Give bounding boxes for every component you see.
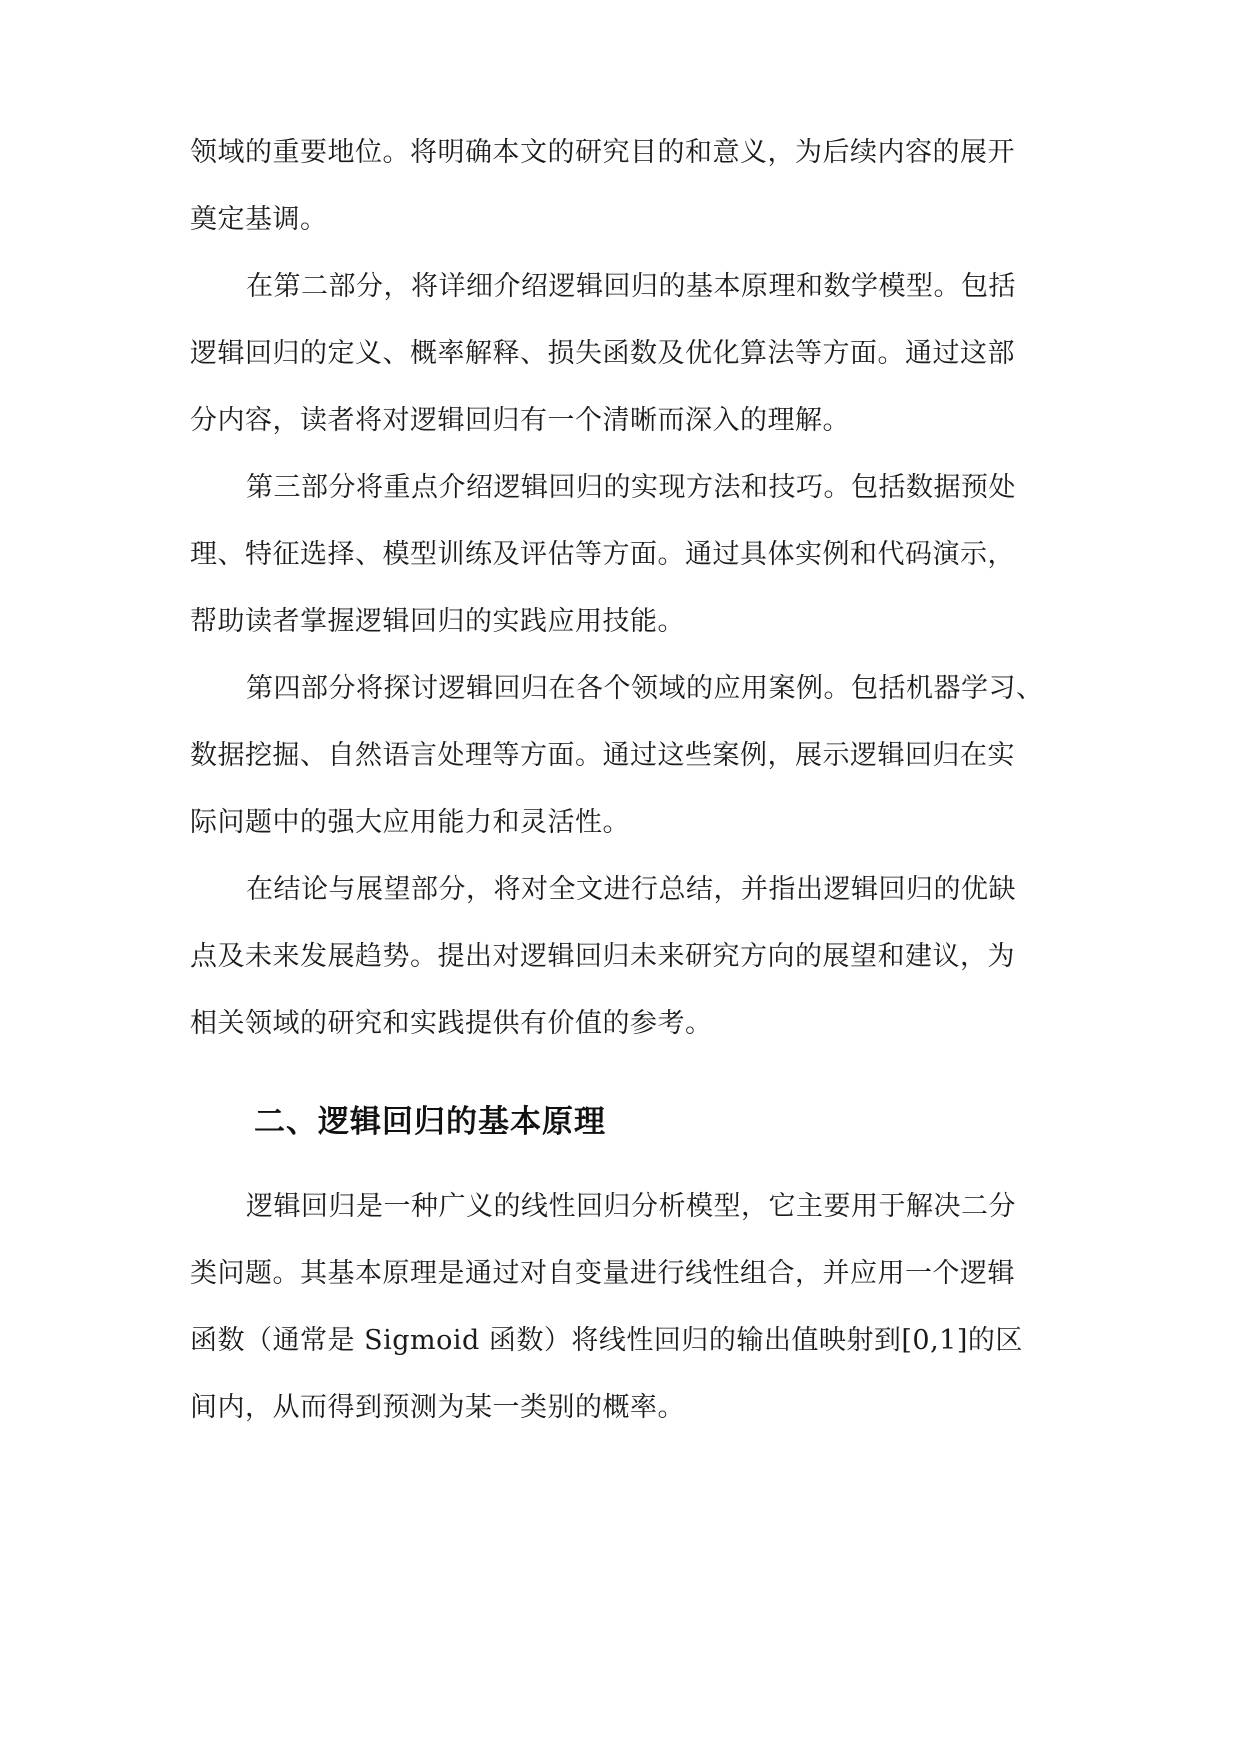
paragraph-4-line-2: 数据挖掘、自然语言处理等方面。通过这些案例，展示逻辑回归在实 <box>190 740 1015 771</box>
section-heading: 二、逻辑回归的基本原理 <box>254 1104 606 1140</box>
section-paragraph-line-4: 间内，从而得到预测为某一类别的概率。 <box>190 1392 685 1423</box>
section-paragraph-line-1: 逻辑回归是一种广义的线性回归分析模型，它主要用于解决二分 <box>246 1191 1016 1222</box>
paragraph-2-line-2: 逻辑回归的定义、概率解释、损失函数及优化算法等方面。通过这部 <box>190 338 1015 369</box>
paragraph-3-line-2: 理、特征选择、模型训练及评估等方面。通过具体实例和代码演示， <box>190 539 1015 570</box>
paragraph-2-line-1: 在第二部分，将详细介绍逻辑回归的基本原理和数学模型。包括 <box>246 271 1016 302</box>
paragraph-1-line-2: 奠定基调。 <box>190 204 328 235</box>
section-paragraph-line-3: 函数（通常是 Sigmoid 函数）将线性回归的输出值映射到[0,1]的区 <box>190 1325 1023 1356</box>
paragraph-5-line-2: 点及未来发展趋势。提出对逻辑回归未来研究方向的展望和建议，为 <box>190 941 1015 972</box>
paragraph-2-line-3: 分内容，读者将对逻辑回归有一个清晰而深入的理解。 <box>190 405 850 436</box>
section-paragraph-line-2: 类问题。其基本原理是通过对自变量进行线性组合，并应用一个逻辑 <box>190 1258 1015 1289</box>
paragraph-3-line-1: 第三部分将重点介绍逻辑回归的实现方法和技巧。包括数据预处 <box>246 472 1016 503</box>
paragraph-5-line-3: 相关领域的研究和实践提供有价值的参考。 <box>190 1008 713 1039</box>
paragraph-4-line-1: 第四部分将探讨逻辑回归在各个领域的应用案例。包括机器学习、 <box>246 673 1044 704</box>
paragraph-5-line-1: 在结论与展望部分，将对全文进行总结，并指出逻辑回归的优缺 <box>246 874 1016 905</box>
paragraph-3-line-3: 帮助读者掌握逻辑回归的实践应用技能。 <box>190 606 685 637</box>
paragraph-1-line-1: 领域的重要地位。将明确本文的研究目的和意义，为后续内容的展开 <box>190 137 1015 168</box>
paragraph-4-line-3: 际问题中的强大应用能力和灵活性。 <box>190 807 630 838</box>
